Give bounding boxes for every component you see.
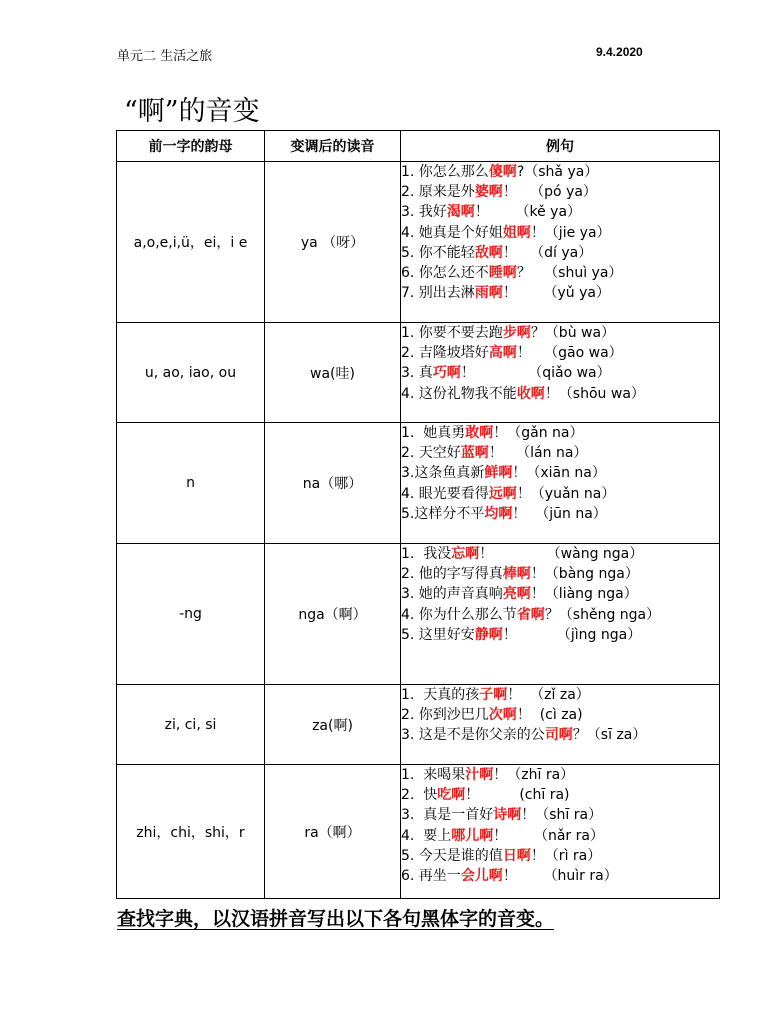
highlighted-word: 次啊 <box>488 707 517 724</box>
example-sentence <box>401 564 719 584</box>
example-sentence <box>401 263 719 283</box>
example-sentence <box>401 283 719 303</box>
highlighted-word: 远啊 <box>488 485 517 502</box>
highlighted-word: 诗啊 <box>493 807 522 824</box>
highlighted-word: 睡啊 <box>488 265 517 282</box>
table-row <box>117 544 720 685</box>
highlighted-word: 姐啊 <box>502 224 531 241</box>
sentence-text: ！（yuǎn na） <box>516 485 616 502</box>
example-sentence <box>401 384 719 404</box>
sentence-text: 6. 再坐一 <box>401 868 461 885</box>
sentence-text: ！ （jìng nga） <box>502 626 642 643</box>
highlighted-word: 司啊 <box>544 727 573 744</box>
sentence-text: ！（zhī ra） <box>493 767 575 783</box>
highlighted-word: 日啊 <box>502 847 531 864</box>
table-header-row <box>117 131 720 162</box>
sentence-text: 1. 你怎么那么 <box>401 164 489 180</box>
table-row <box>117 162 720 323</box>
exercise-instruction: 查找字典，以汉语拼音写出以下各句黑体字的音变。 <box>117 908 555 930</box>
highlighted-word: 收啊 <box>516 385 545 402</box>
example-sentence <box>401 705 719 725</box>
reading-cell: wa(哇) <box>265 323 401 423</box>
example-sentence <box>401 725 719 745</box>
reading-cell: za(啊) <box>265 685 401 765</box>
example-sentence <box>401 625 719 645</box>
sentence-text: 2. 天空好 <box>401 445 461 462</box>
sentence-text: 4. 这份礼物我不能 <box>401 385 517 402</box>
sentence-text: ！ （huìr ra） <box>502 868 618 885</box>
example-sentence <box>401 363 719 383</box>
sentence-text: ！ (chī ra) <box>465 787 570 804</box>
sentence-text: 7. 别出去淋 <box>401 285 475 302</box>
highlighted-word: 巧啊 <box>432 365 461 382</box>
highlighted-word: 敌啊 <box>474 244 503 261</box>
sentence-text: ！（bàng nga） <box>530 566 639 583</box>
reading-cell: ya （呀） <box>265 162 401 323</box>
highlighted-word: 蓝啊 <box>460 445 489 462</box>
example-sentence <box>401 685 719 705</box>
example-sentence <box>401 443 719 463</box>
page-title: “啊”的音变 <box>124 96 260 127</box>
sentence-text: ！ （pó ya） <box>502 184 597 201</box>
example-sentence <box>401 805 719 825</box>
column-header: 例句 <box>401 131 720 162</box>
sentence-text: 3. 真是一首好 <box>401 807 494 824</box>
example-sentence <box>401 323 719 343</box>
examples-cell <box>401 685 720 765</box>
highlighted-word: 步啊 <box>502 325 531 341</box>
sentence-text: ？（sī za） <box>572 727 647 744</box>
sentence-text: ！（shōu wa） <box>544 385 645 402</box>
sentence-text: 6. 你怎么还不 <box>401 265 489 282</box>
reading-cell: nga（啊） <box>265 544 401 685</box>
examples-cell <box>401 544 720 685</box>
sentence-text: ！ （dí ya） <box>502 244 593 261</box>
example-sentence <box>401 162 719 182</box>
sentence-text: 1. 来喝果 <box>401 767 466 783</box>
final-cell: u, ao, iao, ou <box>117 323 265 423</box>
sentence-text: ！ （gāo wa） <box>516 345 623 362</box>
highlighted-word: 棒啊 <box>502 566 531 583</box>
highlighted-word: 渴啊 <box>446 204 475 221</box>
example-sentence <box>401 544 719 564</box>
sentence-text: 5.这样分不平 <box>401 505 485 522</box>
table-row <box>117 685 720 765</box>
highlighted-word: 鲜啊 <box>484 465 513 482</box>
sentence-text: 3. 她的声音真响 <box>401 586 503 603</box>
highlighted-word: 亮啊 <box>502 586 531 603</box>
sentence-text: ！（gǎn na） <box>493 425 584 441</box>
sound-change-table <box>116 130 720 899</box>
example-sentence <box>401 584 719 604</box>
example-sentence <box>401 605 719 625</box>
examples-cell <box>401 162 720 323</box>
final-cell: n <box>117 423 265 544</box>
highlighted-word: 傻啊 <box>488 164 517 180</box>
reading-cell: ra（啊） <box>265 765 401 899</box>
sentence-text: ！ (cì za) <box>516 707 583 724</box>
sentence-text: 3.这条鱼真新 <box>401 465 485 482</box>
final-cell: zhi，chi，shi，r <box>117 765 265 899</box>
final-cell: -ng <box>117 544 265 685</box>
sentence-text: ！（rì ra） <box>530 847 602 864</box>
sentence-text: 1. 她真勇 <box>401 425 466 441</box>
sentence-text: 1. 你要不要去跑 <box>401 325 503 341</box>
highlighted-word: 汁啊 <box>465 767 494 783</box>
column-header: 前一字的韵母 <box>117 131 265 162</box>
sentence-text: 5. 这里好安 <box>401 626 475 643</box>
table-row <box>117 765 720 899</box>
sentence-text: 1. 天真的孩 <box>401 687 480 703</box>
example-sentence <box>401 504 719 524</box>
sentence-text: 2. 原来是外 <box>401 184 475 201</box>
sentence-text: ！ （wàng nga） <box>479 546 644 562</box>
sentence-text: ！ （zǐ za） <box>507 687 590 703</box>
example-sentence <box>401 243 719 263</box>
sentence-text: ！（shī ra） <box>521 807 603 824</box>
example-sentence <box>401 826 719 846</box>
sentence-text: ！ （lán na） <box>488 445 588 462</box>
highlighted-word: 静啊 <box>474 626 503 643</box>
highlighted-word: 高啊 <box>488 345 517 362</box>
sentence-text: ?（shǎ ya） <box>516 164 599 180</box>
example-sentence <box>401 765 719 785</box>
highlighted-word: 均啊 <box>484 505 513 522</box>
sentence-text: 4. 她真是个好姐 <box>401 224 503 241</box>
sentence-text: 3. 这是不是你父亲的公 <box>401 727 545 744</box>
example-sentence <box>401 182 719 202</box>
sentence-text: ！ （yǔ ya） <box>502 285 610 302</box>
sentence-text: 3. 真 <box>401 365 433 382</box>
example-sentence <box>401 866 719 886</box>
sentence-text: ！（xiān na） <box>512 465 606 482</box>
example-sentence <box>401 223 719 243</box>
examples-cell <box>401 323 720 423</box>
sentence-text: 1. 我没 <box>401 546 452 562</box>
sentence-text: ？ （shuì ya） <box>516 265 623 282</box>
highlighted-word: 子啊 <box>479 687 508 703</box>
column-header: 变调后的读音 <box>265 131 401 162</box>
highlighted-word: 忘啊 <box>451 546 480 562</box>
sentence-text: ！ （nǎr ra） <box>493 827 604 844</box>
highlighted-word: 吃啊 <box>437 787 466 804</box>
sentence-text: ？（bù wa） <box>530 325 616 341</box>
sentence-text: 5. 你不能轻 <box>401 244 475 261</box>
example-sentence <box>401 423 719 443</box>
highlighted-word: 省啊 <box>516 606 545 623</box>
example-sentence <box>401 343 719 363</box>
example-sentence <box>401 202 719 222</box>
sentence-text: ！ （jūn na） <box>512 505 607 522</box>
sentence-text: 4. 你为什么那么节 <box>401 606 517 623</box>
table-row <box>117 423 720 544</box>
sentence-text: 4. 眼光要看得 <box>401 485 489 502</box>
sentence-text: 5. 今天是谁的值 <box>401 847 503 864</box>
sentence-text: ？（shěng nga） <box>544 606 661 623</box>
example-sentence <box>401 463 719 483</box>
sentence-text: 2. 他的字写得真 <box>401 566 503 583</box>
examples-cell <box>401 423 720 544</box>
sentence-text: ！（jie ya） <box>530 224 611 241</box>
highlighted-word: 婆啊 <box>474 184 503 201</box>
date-label: 9.4.2020 <box>596 45 643 59</box>
highlighted-word: 敢啊 <box>465 425 494 441</box>
sentence-text: ！ （kě ya） <box>474 204 582 221</box>
sentence-text: 2. 吉隆坡塔好 <box>401 345 489 362</box>
reading-cell: na（哪） <box>265 423 401 544</box>
unit-label: 单元二 生活之旅 <box>117 49 213 64</box>
final-cell: a,o,e,i,ü，ei，i e <box>117 162 265 323</box>
sentence-text: ！ （qiǎo wa） <box>460 365 611 382</box>
sentence-text: 3. 我好 <box>401 204 447 221</box>
table-row <box>117 323 720 423</box>
example-sentence <box>401 785 719 805</box>
highlighted-word: 哪儿啊 <box>451 827 494 844</box>
sentence-text: ！（liàng nga） <box>530 586 638 603</box>
examples-cell <box>401 765 720 899</box>
example-sentence <box>401 484 719 504</box>
sentence-text: 4. 要上 <box>401 827 452 844</box>
example-sentence <box>401 846 719 866</box>
sentence-text: 2. 快 <box>401 787 438 804</box>
sentence-text: 2. 你到沙巴几 <box>401 707 489 724</box>
highlighted-word: 会儿啊 <box>460 868 503 885</box>
final-cell: zi, ci, si <box>117 685 265 765</box>
highlighted-word: 雨啊 <box>474 285 503 302</box>
